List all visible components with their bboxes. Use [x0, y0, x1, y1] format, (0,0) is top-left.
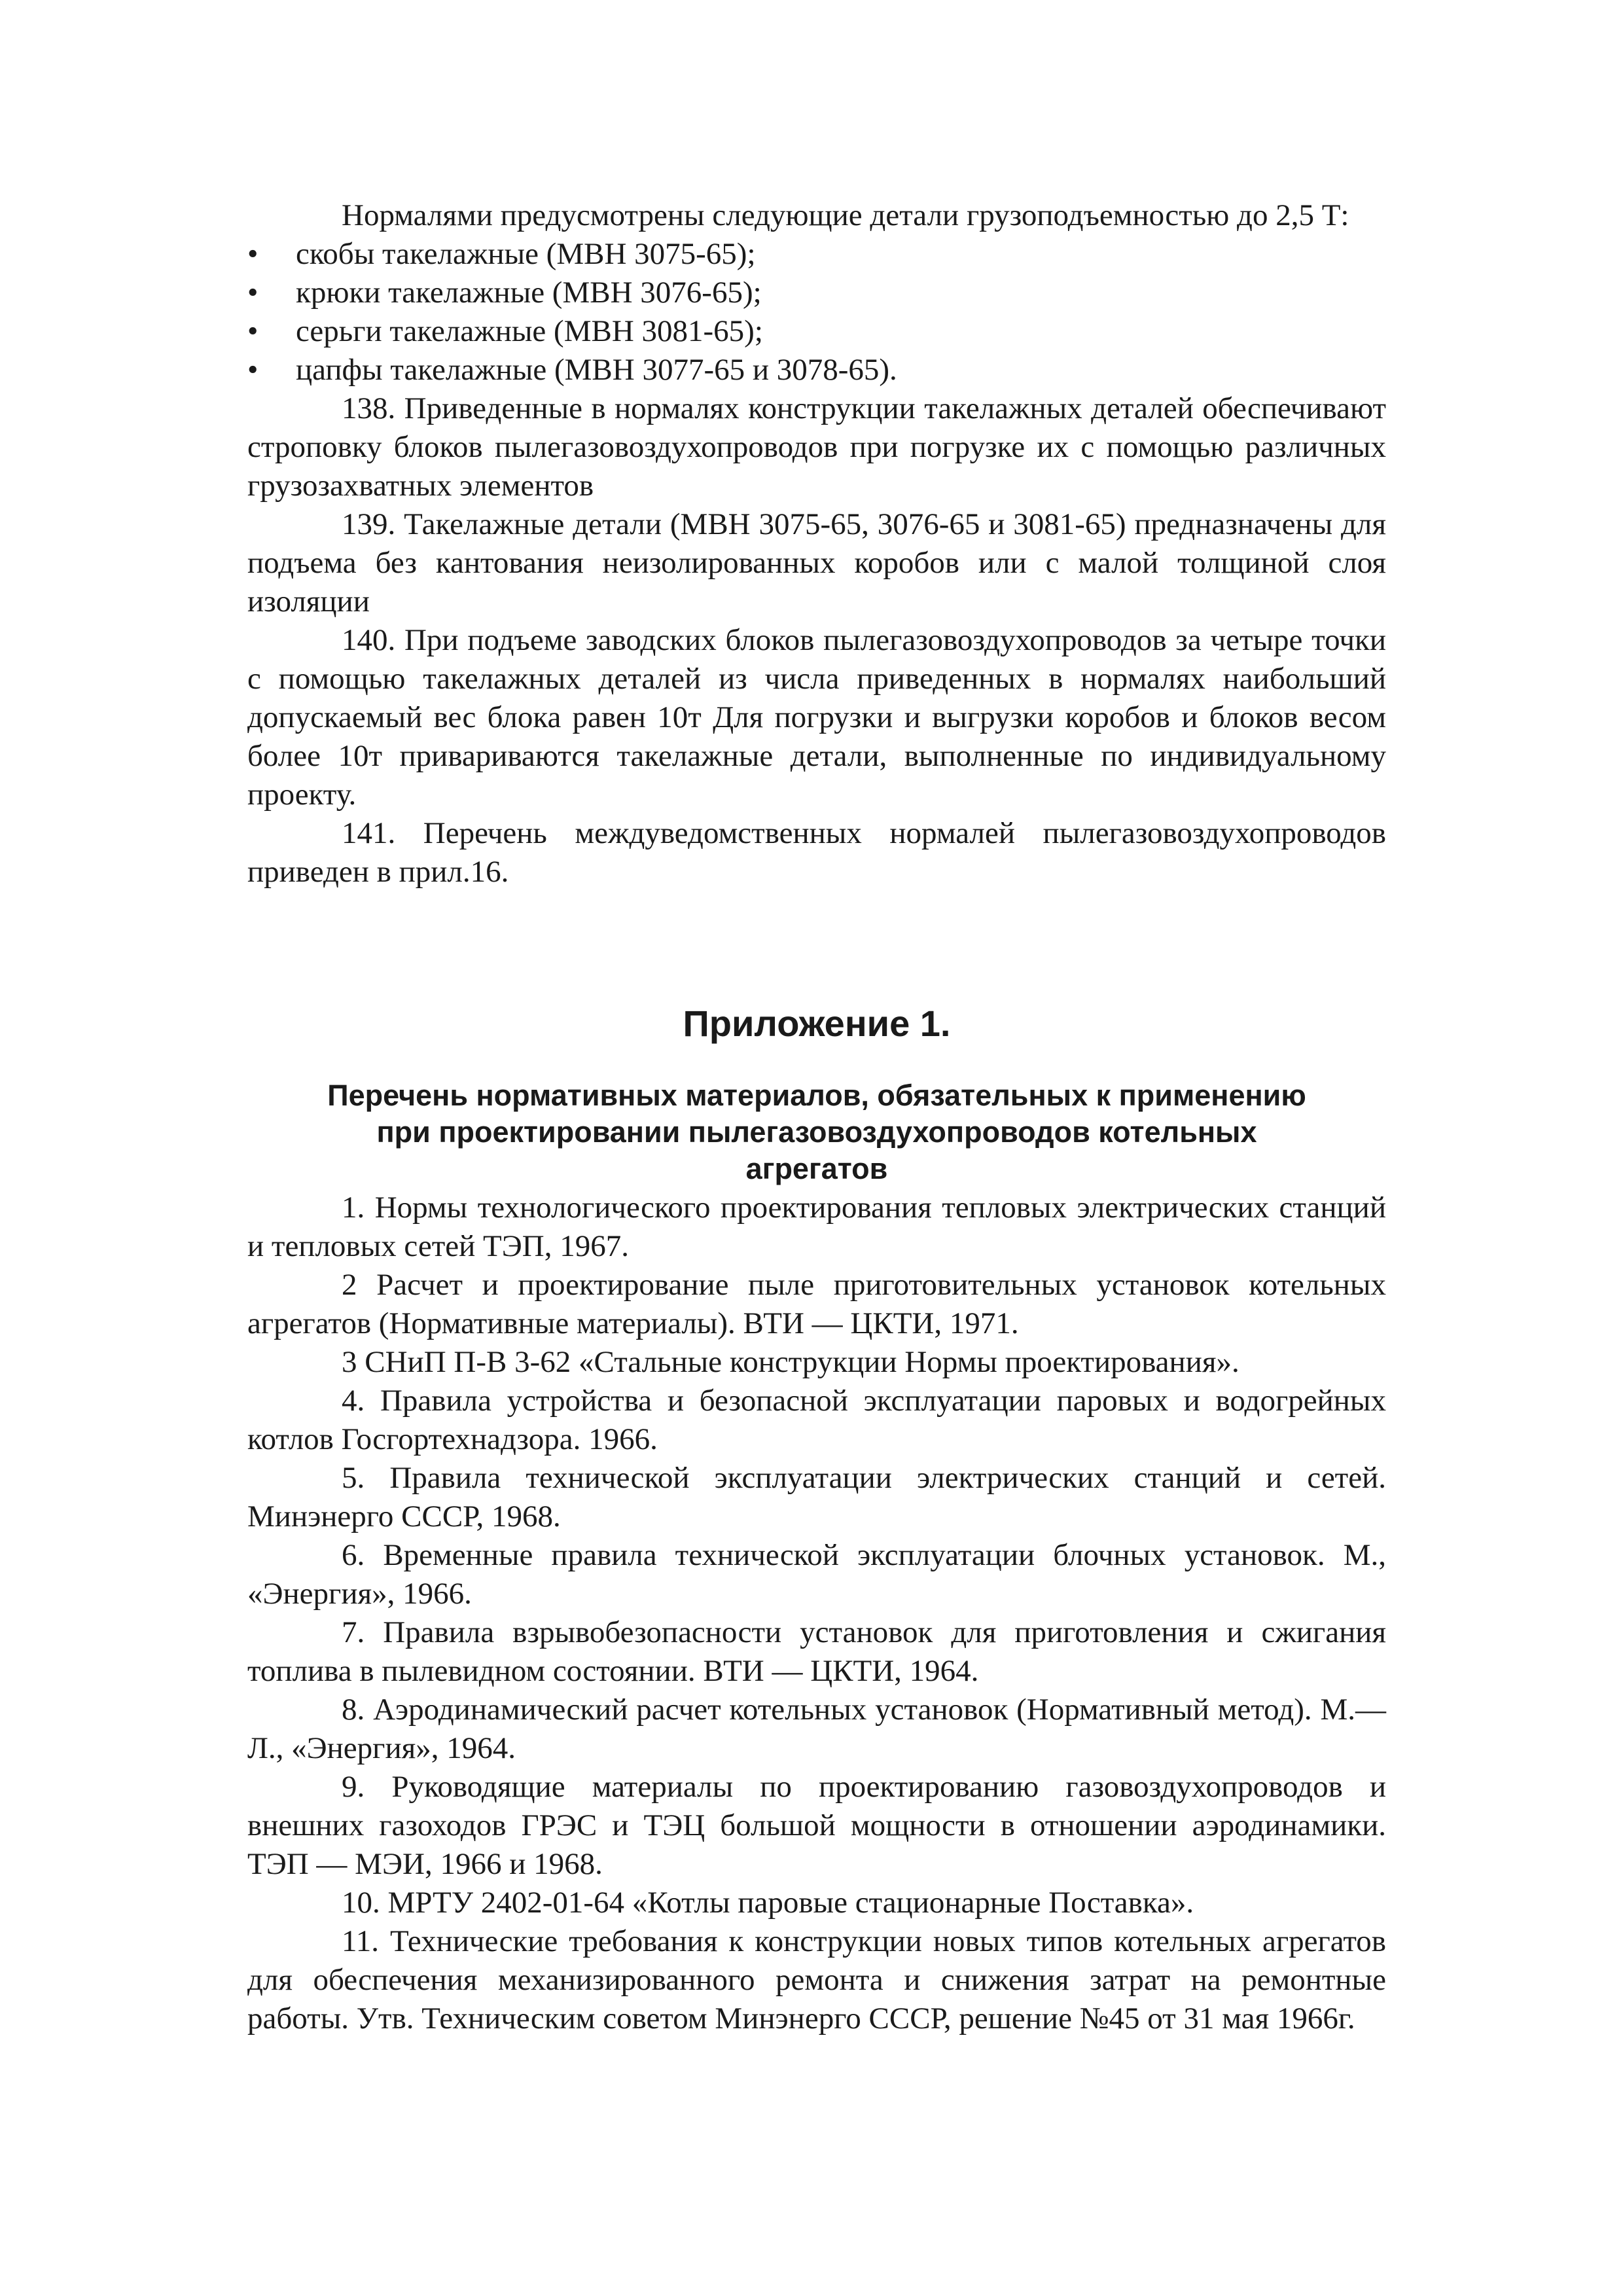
list-item: 9. Руководящие материалы по проектированию газовоздухопроводов и внешних газоходов ГРЭС и ТЭЦ большой мощности в отношении аэродинамики. ТЭП — МЭИ, 1966 и 1968.: [247, 1770, 1386, 1881]
clause-138: 138. Приведенные в нормалях конструкции такелажных деталей обеспечивают строповку блоков пылегазовоздухопроводов при погрузке их с помощью различных грузозахватных элементов: [247, 391, 1386, 503]
list-item: 5. Правила технической эксплуатации электрических станций и сетей. Минэнерго СССР, 1968.: [247, 1461, 1386, 1534]
list-item-text: крюки такелажные (МВН 3076-65);: [296, 276, 762, 310]
list-item-text: серьги такелажные (МВН 3081-65);: [296, 314, 763, 348]
list-item: 1. Нормы технологического проектирования тепловых электрических станций и тепловых сетей ТЭП, 1967.: [247, 1191, 1386, 1263]
intro-paragraph: Нормалями предусмотрены следующие детали грузоподъемностью до 2,5 Т:: [342, 198, 1349, 232]
list-item: 2 Расчет и проектирование пыле приготовительных установок котельных агрегатов (Нормативные материалы). ВТИ — ЦКТИ, 1971.: [247, 1268, 1386, 1340]
list-item: [247, 351, 1386, 389]
list-item: 11. Технические требования к конструкции новых типов котельных агрегатов для обеспечения механизированного ремонта и снижения затрат на ремонтные работы. Утв. Техническим советом Минэнерго СССР, решение №45 от 31 мая 1966г.: [247, 1924, 1386, 2036]
clause-140: 140. При подъеме заводских блоков пылегазовоздухопроводов за четыре точки с помощью такелажных деталей из числа приведенных в нормалях наибольший допускаемый вес блока равен 10т Для погрузки и выгрузки коробов и блоков весом более 10т привариваются такелажные детали, выполненные по индивидуальному проекту.: [247, 623, 1386, 812]
bullet-icon: •: [247, 353, 259, 387]
list-item: [247, 235, 1386, 274]
clause-139: 139. Такелажные детали (МВН 3075-65, 3076-65 и 3081-65) предназначены для подъема без кантования неизолированных коробов или с малой толщиной слоя изоляции: [247, 507, 1386, 619]
list-item-text: цапфы такелажные (МВН 3077-65 и 3078-65).: [296, 353, 897, 387]
list-item: 3 СНиП П-В 3-62 «Стальные конструкции Нормы проектирования».: [342, 1345, 1240, 1379]
bullet-icon: •: [247, 314, 259, 348]
list-item: 4. Правила устройства и безопасной эксплуатации паровых и водогрейных котлов Госгортехнадзора. 1966.: [247, 1384, 1386, 1456]
list-item: 8. Аэродинамический расчет котельных установок (Нормативный метод). М.— Л., «Энергия», 1964.: [247, 1693, 1386, 1765]
rigging-parts-list: [247, 235, 1386, 389]
list-item-text: скобы такелажные (МВН 3075-65);: [296, 237, 756, 271]
appendix-title: Приложение 1.: [683, 1003, 951, 1044]
list-item: 7. Правила взрывобезопасности установок для приготовления и сжигания топлива в пылевидном состоянии. ВТИ — ЦКТИ, 1964.: [247, 1615, 1386, 1688]
subtitle-line: Перечень нормативных материалов, обязательных к применению: [327, 1079, 1306, 1112]
subtitle-line: при проектировании пылегазовоздухопроводов котельных: [376, 1115, 1257, 1149]
list-item: [247, 312, 1386, 351]
appendix-subtitle: [247, 1077, 1386, 1187]
bullet-icon: •: [247, 276, 259, 310]
rigging-section: [247, 196, 1386, 891]
subtitle-line: агрегатов: [745, 1152, 888, 1185]
clause-141: 141. Перечень междуведомственных нормалей пылегазовоздухопроводов приведен в прил.16.: [247, 816, 1386, 889]
normative-materials-list: [247, 1189, 1386, 2038]
list-item: 6. Временные правила технической эксплуатации блочных установок. М., «Энергия», 1966.: [247, 1538, 1386, 1611]
list-item: [247, 274, 1386, 312]
list-item: 10. МРТУ 2402-01-64 «Котлы паровые стационарные Поставка».: [342, 1886, 1194, 1920]
bullet-icon: •: [247, 237, 259, 271]
